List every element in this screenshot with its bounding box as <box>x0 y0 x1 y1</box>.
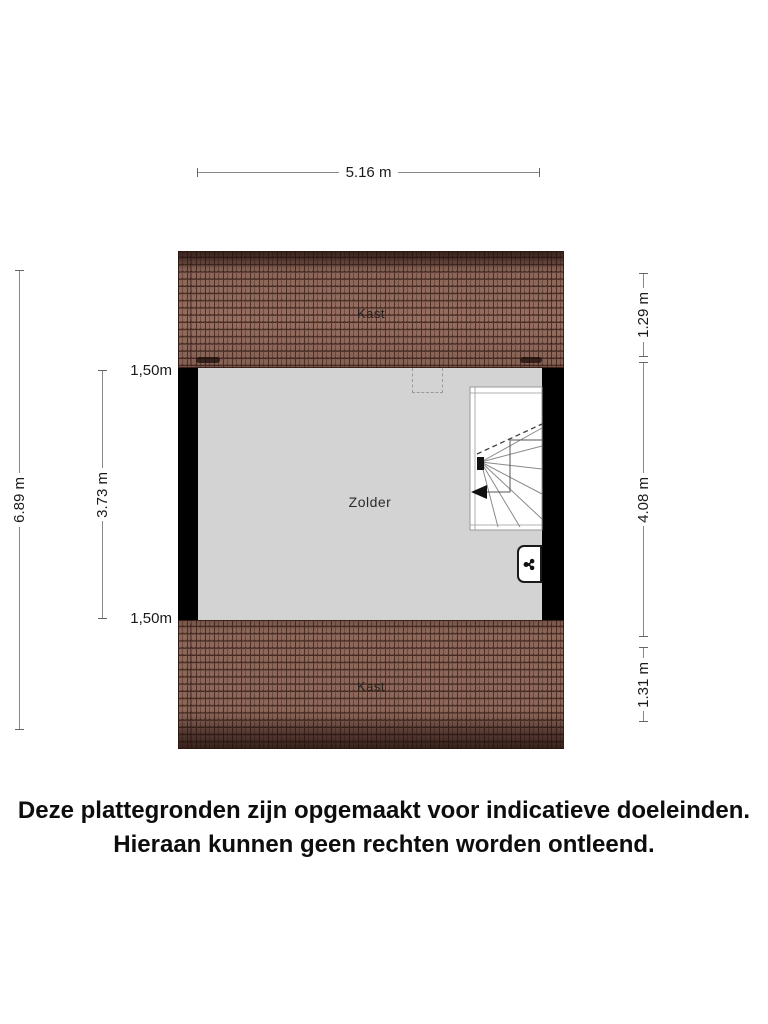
dimension-line <box>643 648 644 658</box>
dimension-label-left-inner: 3.73 m <box>93 471 111 518</box>
dimension-label-right-bottom: 1.31 m <box>634 661 652 708</box>
dimension-label-left-total: 6.89 m <box>10 477 28 523</box>
ventilation-unit <box>517 545 542 583</box>
dimension-line <box>398 172 539 173</box>
dimension-line <box>19 527 20 729</box>
dimension-right-middle <box>632 362 654 637</box>
dimension-label-right-top: 1.29 m <box>634 292 652 338</box>
dimension-right-bottom <box>632 647 654 722</box>
dashed-opening <box>412 368 443 393</box>
dimension-tick <box>639 636 648 637</box>
dimension-tick <box>639 721 648 722</box>
dimension-line <box>643 363 644 473</box>
fan-icon <box>522 557 537 572</box>
disclaimer-line-2: Hieraan kunnen geen rechten worden ontleend. <box>113 831 655 859</box>
disclaimer-line-1: Deze plattegronden zijn opgemaakt voor indicatieve doeleinden. <box>17 797 751 824</box>
dimension-right-top <box>632 273 654 357</box>
room-label-closet-bottom: Kast <box>356 679 385 694</box>
dimension-line <box>102 521 103 618</box>
wall-stub <box>520 357 542 363</box>
wall-left <box>178 368 198 620</box>
dimension-label-right-middle: 4.08 m <box>634 476 652 523</box>
room-label-closet-top: Kast <box>356 306 385 321</box>
stair-newel-post <box>477 457 484 470</box>
dimension-left-inner <box>91 370 113 619</box>
dimension-label-top-width: 5.16 m <box>345 163 392 181</box>
room-label-attic: Zolder <box>348 494 392 510</box>
wall-stub <box>196 357 220 363</box>
dimension-line <box>643 711 644 721</box>
dimension-left-total <box>8 270 30 730</box>
disclaimer-text <box>0 794 768 862</box>
dimension-line <box>643 342 644 356</box>
dimension-tick <box>539 168 540 177</box>
staircase <box>468 384 546 534</box>
dimension-tick <box>15 729 24 730</box>
dimension-line <box>198 172 339 173</box>
knee-wall-label-top: 1,50m <box>130 362 172 379</box>
dimension-line <box>643 274 644 288</box>
dimension-line <box>102 371 103 468</box>
dimension-line <box>19 271 20 473</box>
dimension-top-width <box>197 164 540 180</box>
dimension-tick <box>98 618 107 619</box>
knee-wall-label-bottom: 1,50m <box>130 610 172 627</box>
dimension-tick <box>639 356 648 357</box>
dimension-line <box>643 526 644 636</box>
